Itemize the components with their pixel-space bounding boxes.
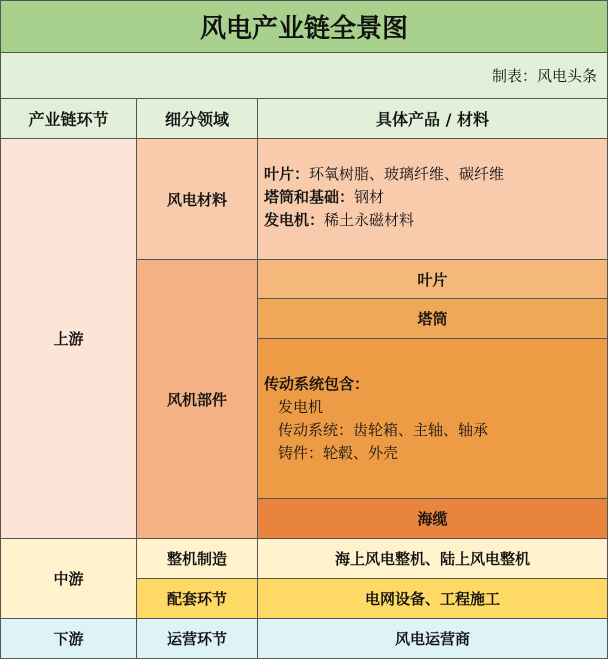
materials-line-tower: 塔筒和基础：钢材	[264, 188, 385, 206]
segment-materials: 风电材料	[137, 139, 258, 260]
materials-line-blade: 叶片：环氧树脂、玻璃纤维、碳纤维	[264, 165, 505, 183]
materials-line-generator: 发电机：稀土永磁材料	[264, 211, 415, 229]
transmission-item: 铸件：轮毂、外壳	[278, 444, 399, 462]
product-tower: 塔筒	[258, 299, 607, 339]
operation-products: 风电运营商	[258, 619, 607, 658]
materials-detail	[258, 139, 607, 260]
table-maker-note: 制表：风电头条	[1, 53, 607, 99]
transmission-item: 发电机	[278, 398, 324, 416]
stage-downstream: 下游	[1, 619, 137, 658]
segment-supporting: 配套环节	[137, 579, 258, 619]
product-cable: 海缆	[258, 499, 607, 539]
stage-midstream: 中游	[1, 539, 137, 619]
segment-operation: 运营环节	[137, 619, 258, 658]
header-products: 具体产品 / 材料	[258, 99, 607, 139]
stage-upstream: 上游	[1, 139, 137, 539]
product-blade: 叶片	[258, 260, 607, 299]
transmission-item: 传动系统：齿轮箱、主轴、轴承	[278, 421, 489, 439]
supporting-products: 电网设备、工程施工	[258, 579, 607, 619]
header-segment: 细分领域	[137, 99, 258, 139]
transmission-title: 传动系统包含：	[264, 375, 370, 393]
assembly-products: 海上风电整机、陆上风电整机	[258, 539, 607, 579]
transmission-detail	[258, 339, 607, 499]
segment-parts: 风机部件	[137, 260, 258, 539]
page-title: 风电产业链全景图	[1, 1, 607, 53]
header-stage: 产业链环节	[1, 99, 137, 139]
segment-assembly: 整机制造	[137, 539, 258, 579]
